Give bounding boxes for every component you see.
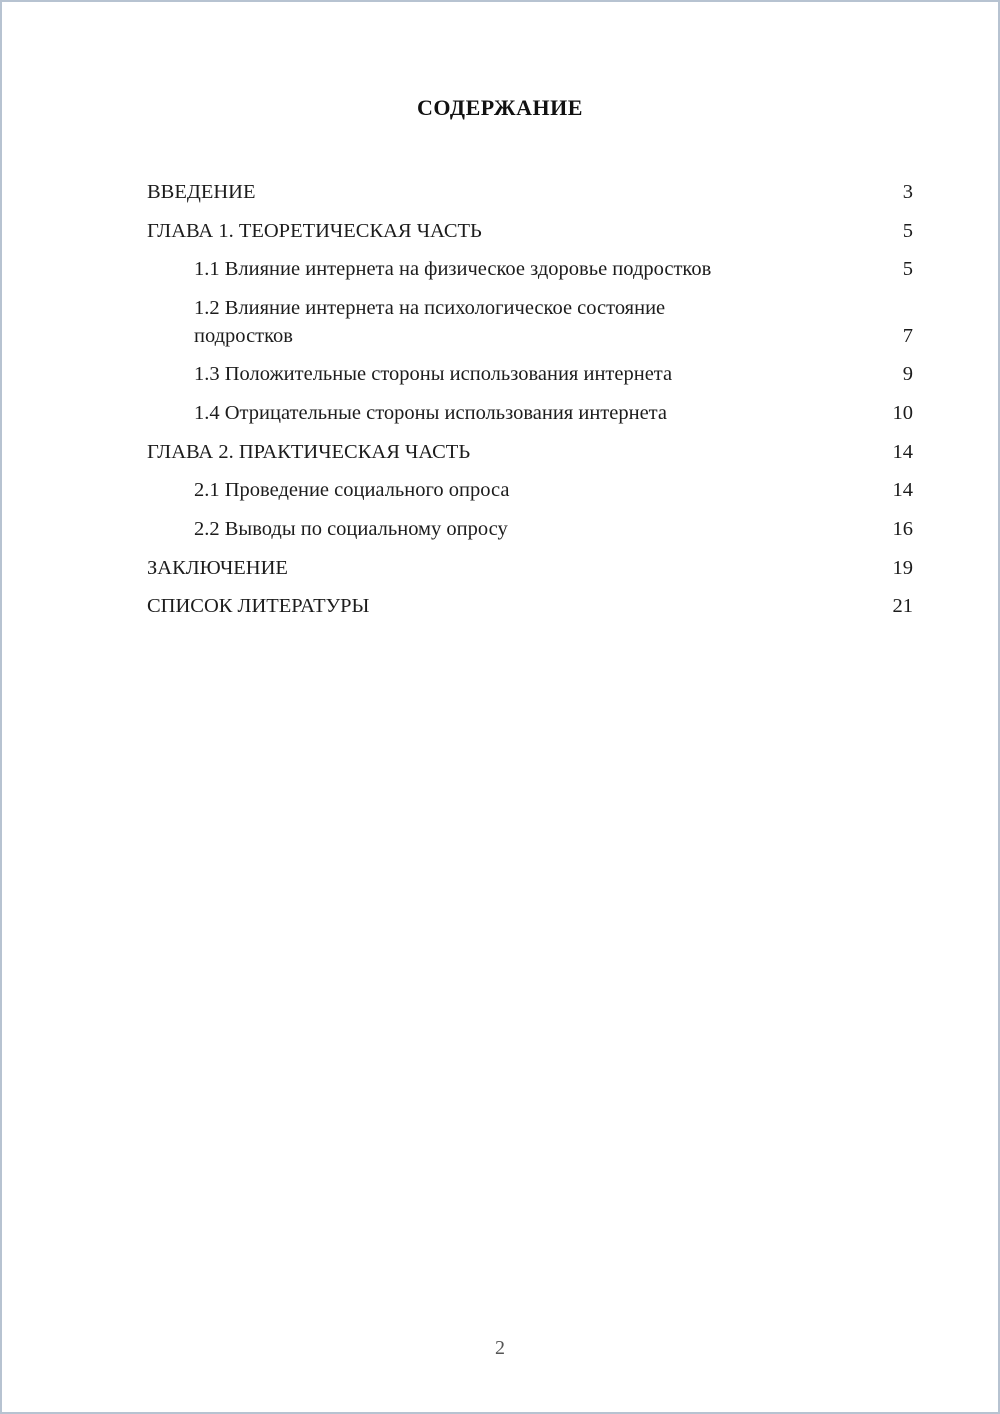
toc-entry-page: 19 [892,556,913,579]
toc-entry-page: 9 [902,363,913,386]
toc-entry-page: 16 [892,518,913,541]
toc-entry [147,400,913,428]
footer-page-number: 2 [495,1337,505,1359]
table-of-contents [2,179,998,621]
toc-entry-page: 5 [902,219,913,242]
toc-entry-page: 5 [902,258,913,281]
toc-entry [147,516,913,544]
toc-entry-label: 2.2 Выводы по социальному опросу [194,518,508,541]
toc-entry-label: 2.1 Проведение социального опроса [194,479,510,502]
toc-entry-label: ЗАКЛЮЧЕНИЕ [147,556,288,579]
toc-entry-label: ГЛАВА 1. ТЕОРЕТИЧЕСКАЯ ЧАСТЬ [147,219,482,242]
toc-entry [147,295,913,350]
toc-entry-page: 7 [902,324,913,347]
toc-entry [147,218,913,246]
page-title: СОДЕРЖАНИЕ [417,95,583,120]
toc-entry [147,593,913,621]
toc-entry-page: 21 [892,595,913,618]
toc-entry-page: 14 [892,479,913,502]
toc-entry [147,361,913,389]
toc-entry [147,256,913,284]
toc-entry-page: 3 [902,181,913,203]
toc-entry-label: 1.4 Отрицательные стороны использования интернета [194,402,667,425]
toc-entry-page: 10 [892,402,913,425]
toc-entry [147,439,913,467]
toc-entry-label: 1.1 Влияние интернета на физическое здоровье подростков [194,258,712,281]
toc-entry-label: ГЛАВА 2. ПРАКТИЧЕСКАЯ ЧАСТЬ [147,440,471,463]
toc-entry-label: СПИСОК ЛИТЕРАТУРЫ [147,595,370,618]
toc-entry [147,555,913,583]
toc-entry-label: 1.3 Положительные стороны использования интернета [194,363,673,386]
toc-entry-label: ВВЕДЕНИЕ [147,181,256,203]
toc-entry-page: 14 [892,440,913,463]
toc-entry [147,477,913,505]
toc-entry [147,179,913,207]
toc-entry-label: 1.2 Влияние интернета на психологическое состояние подростков [194,297,666,347]
